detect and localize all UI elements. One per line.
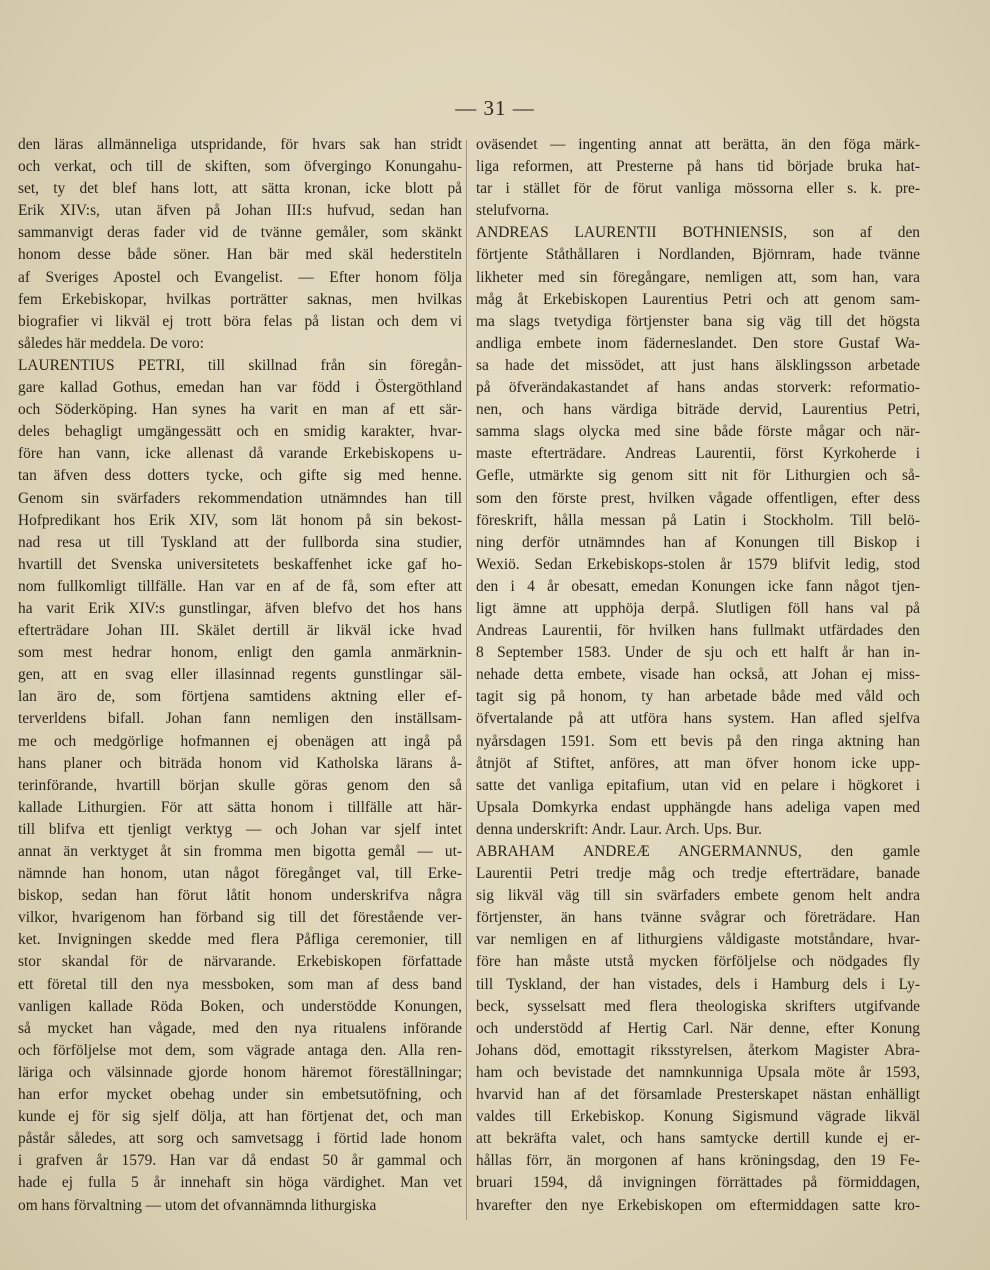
text-line: fem Erkebiskopar, hvilkas porträtter saknas, men hvilkas [18, 290, 462, 308]
text-line: stelufvorna. [476, 202, 550, 220]
text-line: oväsendet — ingenting annat att berätta, än den föga märk- [476, 136, 920, 153]
text-line: och verkat, och till de skiften, som öfvergingo Konungahu- [18, 158, 462, 176]
text-line: nyårsdagen 1591. Som ett bevis på den ringa aktning han [476, 732, 920, 750]
text-line: sammanvigt deras fader vid de tvänne gemåler, som skänkt [18, 224, 462, 242]
text-line: ha varit Erik XIV:s gunstlingar, äfven blefvo det hos hans [18, 599, 462, 617]
text-line: ning derför utnämndes han af Konungen till Biskop i [476, 533, 920, 551]
column-divider [466, 140, 467, 1220]
text-line: hade ej fulla 5 år innehaft sin höga värdighet. Man vet [18, 1174, 462, 1192]
text-line: föreskrift, hålla messan på Latin i Stockholm. Till belö- [476, 511, 920, 529]
text-line: set, ty det blef hans lott, att sätta kronan, icke blott på [18, 180, 462, 198]
text-line: om hans förvaltning — utom det ofvannämnda lithurgiska [18, 1196, 377, 1214]
text-line: gare kallad Gothus, emedan han var född i Östergöthland [18, 379, 462, 397]
text-line: gen, att en svag eller illasinnad regents gunstlingar säl- [18, 666, 462, 684]
text-line: som den förste prest, hvilken vågade offentligen, efter dess [476, 489, 920, 507]
text-line: var nemligen en af lithurgiens våldigaste motståndare, hvar- [476, 931, 920, 949]
text-line: ma slags tvetydiga förtjenster bana sig väg till det högsta [476, 312, 920, 330]
text-line: så mycket han vågade, med den nya ritualens införande [18, 1019, 462, 1037]
text-line: Genom sin svärfaders rekommendation utnämndes han till [18, 489, 462, 507]
text-line: deles behagligt umgängessätt och en smidig karakter, hvar- [18, 423, 462, 441]
text-line: nom fullkomligt tillfälle. Han var en af de få, som efter att [18, 577, 462, 595]
left-column [18, 134, 462, 1217]
text-line: vanligen kallade Röda Boken, och understödde Konungen, [18, 997, 462, 1015]
text-line: före han måste utstå mycken förföljelse och nödgades fly [476, 953, 920, 971]
text-line: kallade Lithurgien. För att sätta honom i tillfälle att här- [18, 798, 462, 816]
text-line: likheter med sin föregångare, nemligen att, som han, vara [476, 268, 920, 286]
text-line: påstår således, att sorg och samvetsagg i förtid lade honom [18, 1130, 462, 1148]
text-line: tar i stället för de förut vanliga mössorna eller s. k. pre- [476, 180, 920, 198]
text-line: samma slags olycka med sine både förste mågar och när- [476, 423, 920, 441]
page-number: — 31 — [455, 96, 535, 120]
text-line: sig likväl väg till sin svärfaders embete genom helt andra [476, 887, 920, 905]
text-line: således här meddela. De voro: [18, 334, 204, 352]
text-line: han erfor mycket obehag under sin embetsutöfning, och [18, 1086, 462, 1104]
text-line: nämnde han honom, utan något föregånget val, till Erke- [18, 865, 462, 883]
text-line: hvartill det Svenska universitetets beskaffenhet icke gaf ho- [18, 555, 462, 573]
text-line: den läras allmänneliga utspridande, för hvars sak han stridt [18, 136, 462, 153]
text-line: andliga embete inom fäderneslandet. Den store Gustaf Wa- [476, 334, 920, 352]
text-line: Gefle, utmärkte sig genom sitt nit för Lithurgien och så- [476, 467, 920, 485]
text-line: nen, och hans värdiga biträde dervid, Laurentius Petri, [476, 401, 920, 419]
text-line: biskop, sedan han förut låtit honom underskrifva några [18, 887, 462, 905]
text-line: denna underskrift: Andr. Laur. Arch. Ups. Bur. [476, 820, 762, 838]
text-line: Erik XIV:s, utan äfven på Johan III:s hufvud, sedan han [18, 202, 462, 220]
text-line: hans planer och biträda honom vid Katholska lärans å- [18, 754, 462, 772]
text-line: ham och bevistade det namnkunniga Upsala möte år 1593, [476, 1063, 920, 1081]
text-line: hvarvid han af det församlade Presterskapet nästan enhälligt [476, 1086, 920, 1104]
text-line: ANDREAS LAURENTII BOTHNIENSIS, son af den [476, 224, 920, 242]
text-line: och förföljelse mot dem, som vägrade antaga den. Alla ren- [18, 1041, 462, 1059]
text-line: och Söderköping. Han synes ha varit en man af ett sär- [18, 401, 462, 419]
text-line: till Tyskland, der han vistades, dels i Hamburg dels i Ly- [476, 975, 920, 993]
text-line: hållas förr, än morgonen af hans kröningsdag, den 19 Fe- [476, 1152, 920, 1170]
text-line: kunde ej för sig sjelf dölja, att han förtjenat det, och man [18, 1108, 462, 1126]
text-line: maste efterträdare. Andreas Laurentii, först Kyrkoherde i [476, 445, 920, 463]
text-line: öfvertalande på att utföra hans system. Han afled sjelfva [476, 710, 920, 728]
text-line: Wexiö. Sedan Erkebiskops-stolen år 1579 blifvit ledig, stod [476, 555, 920, 573]
text-line: nehade detta embete, visade han också, att Johan ej miss- [476, 666, 920, 684]
text-line: och understödd af Hertig Carl. När denne, efter Konung [476, 1019, 920, 1037]
text-line: ett företal till den nya messboken, som man af dess band [18, 975, 462, 993]
text-line: Laurentii Petri tredje måg och tredje efterträdare, banade [476, 865, 920, 883]
text-line: i grafven år 1579. Han var då endast 50 år gammal och [18, 1152, 462, 1170]
text-line: Johans död, emottagit riksstyrelsen, återkom Magister Abra- [476, 1041, 920, 1059]
text-line: ket. Invigningen skedde med flera Påfliga ceremonier, till [18, 931, 462, 949]
text-line: måg åt Erkebiskopen Laurentius Petri och att genom sam- [476, 290, 920, 308]
text-line: Andreas Laurentii, för hvilken hans fullmakt utfärdades den [476, 622, 920, 640]
text-line: Hofpredikant hos Erik XIV, som lät honom på sin bekost- [18, 511, 462, 529]
text-line: ligt ämne att upphöja derpå. Slutligen föll hans val på [476, 599, 920, 617]
text-line: terinförande, hvartill början skulle göras genom den så [18, 776, 462, 794]
text-line: me och medgörlige hofmannen ej obenägen att ingå på [18, 732, 462, 750]
text-line: liga reformen, att Presterne på hans tid började bruka hat- [476, 158, 920, 176]
text-line: satte det vanliga epitafium, utan vid en pelare i högkoret i [476, 776, 920, 794]
text-line: att bekräfta valet, och hans samtycke dertill kunde ej er- [476, 1130, 920, 1148]
text-line: läriga och välsinnade gjorde honom häremot föreställningar; [18, 1063, 462, 1081]
text-line: vilkor, hvarigenom han förband sig till det förestående ver- [18, 909, 462, 927]
text-line: beck, sysselsatt med flera theologiska skrifters utgifvande [476, 997, 920, 1015]
text-line: af Sveriges Apostel och Evangelist. — Efter honom följa [18, 268, 462, 286]
text-line: stor skandal för de närvarande. Erkebiskopen författade [18, 953, 462, 971]
text-line: hvarefter den nye Erkebiskopen om eftermiddagen satte kro- [476, 1196, 920, 1214]
text-line: den i 4 år obesatt, emedan Konungen icke fann något tjen- [476, 577, 920, 595]
text-line: nad resa ut till Tyskland att der fullborda sina studier, [18, 533, 462, 551]
text-line: bruari 1594, då invigningen förrättades på förmiddagen, [476, 1174, 920, 1192]
text-line: till blifva ett tjenligt verktyg — och Johan var sjelf intet [18, 820, 462, 838]
text-line: efterträdare Johan III. Skälet dertill är likväl icke hvad [18, 622, 462, 640]
text-line: sa hade det missödet, att just hans älsklingsson arbetade [476, 356, 920, 374]
text-line: LAURENTIUS PETRI, till skillnad från sin föregån- [18, 356, 462, 374]
text-line: före han vann, icke allenast då varande Erkebiskopens u- [18, 445, 462, 463]
text-line: tan äfven dess dotters tycke, och gifte sig med henne. [18, 467, 462, 485]
text-line: terverldens bifall. Johan fann nemligen den inställsam- [18, 710, 462, 728]
text-line: förtjente Ståthållaren i Nordlanden, Björnram, hade tvänne [476, 246, 920, 264]
text-line: lan äro de, som förtjena samtidens aktning eller ef- [18, 688, 462, 706]
right-column [476, 134, 920, 1217]
text-line: tagit sig på honom, ty han arbetade både med våld och [476, 688, 920, 706]
text-line: som mest hedrar honom, enligt den gamla anmärknin- [18, 644, 462, 662]
text-line: annat än verktyget åt sin fromma men bigotta gemål — ut- [18, 843, 462, 860]
text-line: förtjenster, än hans tvänne svågrar och företrädare. Han [476, 909, 920, 927]
text-line: Upsala Domkyrka endast upphängde hans adeliga vapen med [476, 798, 920, 816]
text-line: biografier vi likväl ej trott böra felas på listan och dem vi [18, 312, 462, 330]
text-line: 8 September 1583. Under de sju och ett halft år han in- [476, 644, 920, 662]
text-line: valdes till Erkebiskop. Konung Sigismund vägrade likväl [476, 1108, 920, 1126]
text-line: åtnjöt af Stiftet, anföres, att man öfver honom icke upp- [476, 754, 920, 772]
text-line: på öfverändakastandet af hans andas storverk: reformatio- [476, 379, 920, 397]
text-line: honom desse både söner. Han bär med skäl hederstiteln [18, 246, 462, 264]
text-line: ABRAHAM ANDREÆ ANGERMANNUS, den gamle [476, 843, 920, 860]
